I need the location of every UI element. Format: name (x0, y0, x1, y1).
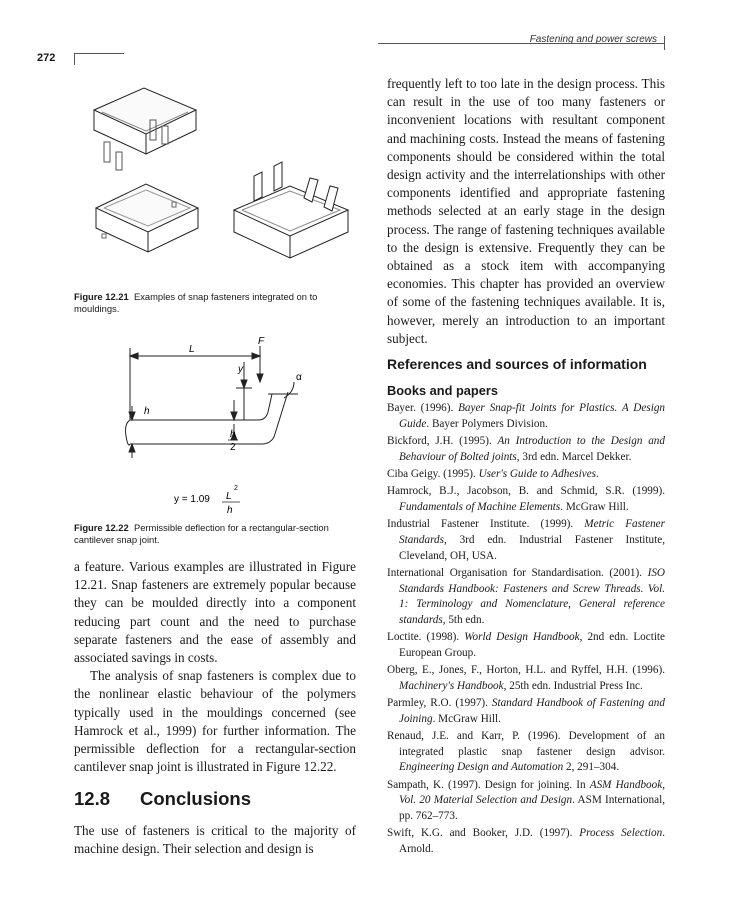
reference-item (387, 826, 665, 857)
reference-details: . ASM International, pp. 762–773. (399, 794, 665, 822)
reference-authors: Parmley, R.O. (1997). (387, 697, 492, 710)
left-body (74, 558, 356, 776)
reference-title: Machinery's Handbook (399, 679, 504, 692)
reference-title: Metric Fastener Standards (399, 518, 665, 546)
fig-label-y: y (238, 364, 243, 375)
reference-item (387, 696, 665, 727)
reference-title: Process Selection (579, 827, 663, 840)
reference-details: , 3rd edn. Marcel Dekker. (516, 450, 632, 463)
section-heading (74, 788, 356, 810)
references-title: References and sources of information (387, 356, 647, 372)
reference-item (387, 778, 665, 825)
reference-title: World Design Handbook (464, 631, 580, 644)
reference-item (387, 729, 665, 776)
header-rule (378, 43, 664, 44)
reference-title: Bayer Snap-fit Joints for Plastics. A Design Guide (399, 402, 666, 430)
reference-details: . McGraw Hill. (432, 712, 501, 725)
reference-details: , 5th edn. (442, 613, 485, 626)
fig-label-h-half-num: h (230, 429, 236, 440)
reference-authors: Swift, K.G. and Booker, J.D. (1997). (387, 827, 580, 840)
header-rule-tick (664, 36, 665, 50)
fig-eq-h: h (227, 505, 233, 516)
reference-list (387, 401, 665, 859)
reference-title: User's Guide to Adhesives (478, 467, 597, 480)
section-title: Conclusions (140, 788, 252, 809)
fig-label-L: L (189, 344, 195, 355)
reference-item (387, 663, 665, 694)
references-heading (387, 356, 665, 372)
fig-label-alpha: α (296, 372, 302, 383)
fig-label-h-half-den: 2 (230, 442, 236, 453)
section-number: 12.8 (74, 788, 111, 809)
reference-authors: Sampath, K. (1997). Design for joining. In (387, 778, 590, 791)
reference-authors: Hamrock, B.J., Jacobson, B. and Schmid, S.R. (1999). (387, 485, 665, 498)
paragraph-snap-analysis: The analysis of snap fasteners is complex due to the nonlinear elastic behaviour of the polymers typically used in the mouldings concerned (see Hamrock et al., 1999) for further information. The permissible deflection for a rectangular-section cantilever snap joint is illustrated in Figure 12.22. (74, 668, 356, 775)
reference-title: ISO Standards Handbook: Fasteners and Screw Threads. Vol. 1: Terminology and Nomenclature, General reference standards (399, 566, 665, 626)
figure-12-22-caption (74, 522, 356, 546)
books-title: Books and papers (387, 383, 498, 398)
reference-details: . Arnold. (399, 827, 665, 855)
reference-item (387, 434, 665, 465)
paragraph-conclusions-cont: frequently left to too late in the design process. This can result in the use of too many fasteners or inconvenient locations with resultant component and machining costs. Instead the means of fastening components should be considered within the total design activity and the interrelationships with other components identified and appropriate fastening methods selected at an early stage in the design process. The range of fastening techniques available to the design is extensive. Frequently they can be obtained as a stock item with accompanying economies. This chapter has provided an overview of some of the fastening techniques available. It is, however, merely an introduction to an important subject. (387, 76, 665, 346)
paragraph-conclusions: The use of fasteners is critical to the majority of machine design. Their selection and design is (74, 823, 356, 857)
running-title: Fastening and power screws (529, 34, 657, 45)
reference-authors: Ciba Geigy. (1995). (387, 467, 479, 480)
reference-authors: Bickford, J.H. (1995). (387, 434, 498, 447)
reference-details: . McGraw Hill. (560, 500, 629, 513)
reference-authors: Bayer. (1996). (387, 402, 459, 414)
reference-authors: Industrial Fastener Institute. (1999). (387, 518, 585, 531)
figure-12-21-label: Figure 12.21 (74, 291, 129, 302)
books-heading (387, 383, 665, 398)
reference-authors: Renaud, J.E. and Karr, P. (1996). Development of an integrated plastic snap fastener design advisor. (387, 730, 665, 758)
reference-details: , 25th edn. Industrial Press Inc. (503, 679, 643, 692)
figure-12-22-text: Permissible deflection for a rectangular-section cantilever snap joint. (74, 522, 329, 545)
figure-12-22-label: Figure 12.22 (74, 522, 129, 533)
reference-title: ASM Handbook, Vol. 20 Material Selection and Design (399, 778, 665, 807)
reference-item (387, 401, 665, 432)
reference-title: Engineering Design and Automation (399, 761, 564, 774)
fig-label-h: h (144, 406, 150, 417)
page-number-rule (74, 53, 124, 54)
reference-item (387, 467, 665, 483)
page-number-tick (74, 53, 75, 65)
reference-details: 2, 291–304. (563, 761, 620, 774)
fig-eq-L: L (226, 491, 232, 502)
reference-authors: International Organisation for Standardisation. (2001). (387, 566, 648, 579)
reference-title: Fundamentals of Machine Elements (399, 500, 561, 513)
reference-title: An Introduction to the Design and Behaviour of Bolted joints (399, 434, 665, 463)
reference-item (387, 566, 665, 628)
reference-details: . (596, 467, 599, 480)
reference-item (387, 484, 665, 515)
fig-eq-exp: 2 (234, 485, 238, 492)
reference-authors: Loctite. (1998). (387, 631, 465, 644)
paragraph-snap-intro: a feature. Various examples are illustrated in Figure 12.21. Snap fasteners are extremely popular because they can be moulded directly into a component reducing part count and the need to purchase separate fasteners and the ease of assembly and associated savings in costs. (74, 559, 356, 666)
reference-details: , 3rd edn. Industrial Fastener Institute, Cleveland, OH, USA. (399, 533, 665, 562)
reference-authors: Oberg, E., Jones, F., Horton, H.L. and Ryffel, H.H. (1996). (387, 664, 665, 677)
fig-label-F: F (258, 336, 265, 347)
figure-12-21-illustration (74, 70, 364, 285)
right-body (387, 75, 665, 348)
reference-details: . Bayer Polymers Division. (426, 417, 548, 430)
reference-item (387, 630, 665, 661)
left-body-conclusions (74, 822, 356, 858)
figure-12-21-caption (74, 291, 356, 315)
references-list (387, 401, 665, 857)
reference-details: , 2nd edn. Loctite European Group. (399, 631, 666, 659)
figure-12-22-illustration (74, 332, 354, 522)
figure-12-21-text: Examples of snap fasteners integrated on to mouldings. (74, 291, 318, 314)
page-number: 272 (37, 52, 56, 64)
reference-item (387, 517, 665, 564)
fig-eq-lhs: y = 1.09 (174, 494, 210, 505)
reference-title: Standard Handbook of Fastening and Joining (399, 697, 665, 725)
